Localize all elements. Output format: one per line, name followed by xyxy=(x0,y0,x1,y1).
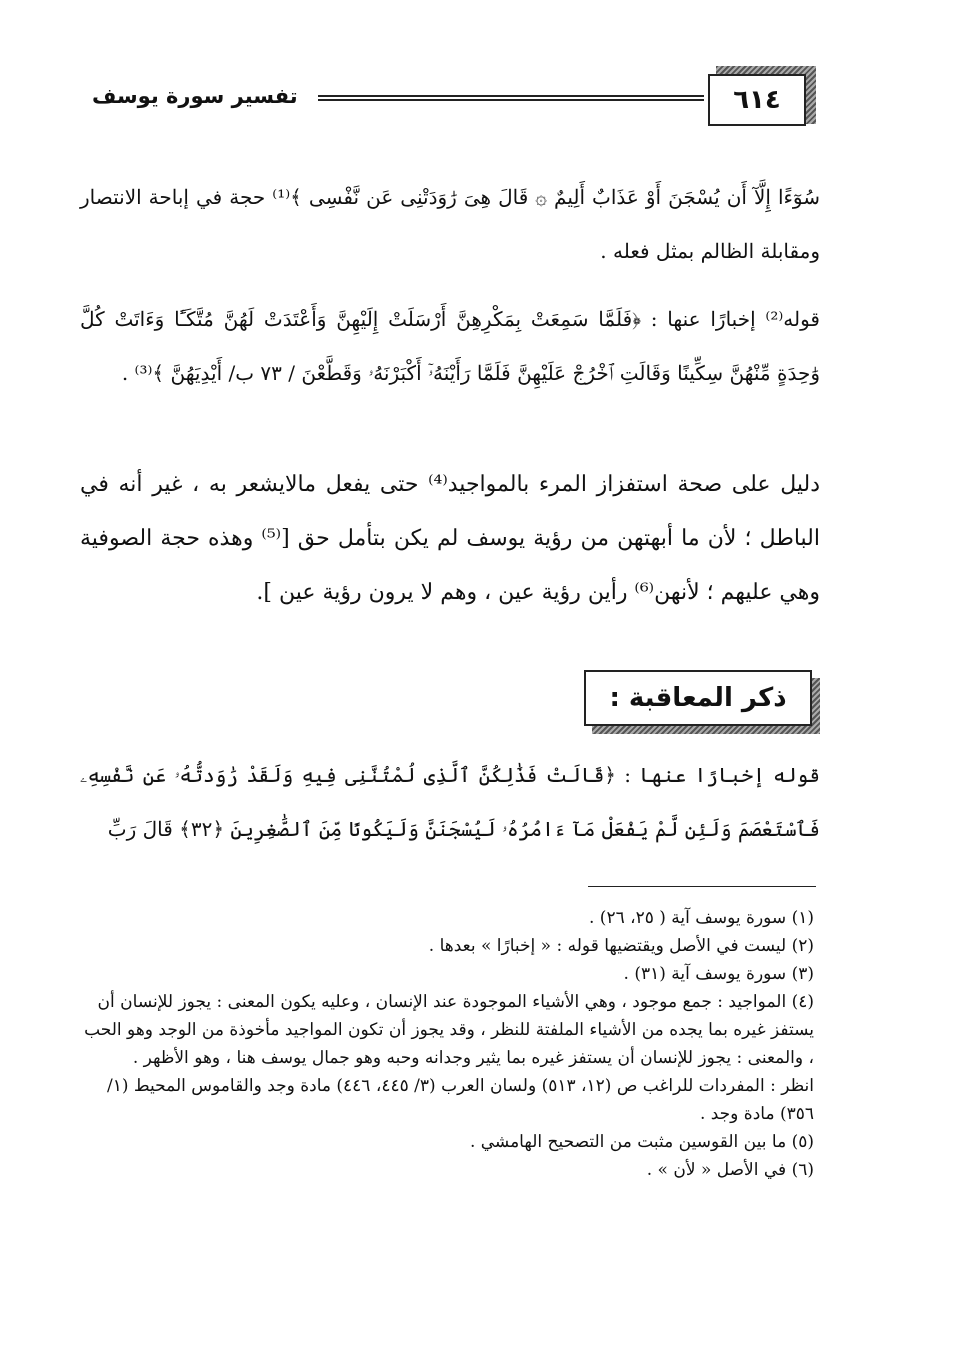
section-heading: ذكر المعاقبة : xyxy=(584,670,812,726)
footnote-4: (٤) المواجيد : جمع موجود ، وهي الأشياء الموجودة عند الإنسان ، وعليه يكون المعنى : يجوز للإنسان أن يستفز غيره بما يجده من الأشياء الملفتة للنظر ، وقد يجوز أن تكون المواجيد مأخوذة من الوجد وهو الحب ، والمعنى : يجوز للإنسان أن يستفز غيره بما يثير وجدانه وحبه وهو جمال يوسف هنا ، وهو الأظهر . xyxy=(84,992,814,1068)
paragraph-4: قوله إخبارًا عنها : ﴿قَالَتْ فَذَٰلِكُنَّ ٱلَّذِى لُمْتُنَّنِى فِيهِ وَلَقَدْ رَٰوَدتُّهُۥ عَن نَّفْسِهِۦ فَٱسْتَعْصَمَ وَلَئِن لَّمْ يَفْعَلْ مَآ ءَامُرُهُۥ لَيُسْجَنَنَّ وَلَيَكُونًا مِّنَ ٱلصَّٰغِرِينَ ﴿٣٢﴾ قَالَ رَبِّ xyxy=(80,763,820,841)
paragraph-2: قوله⁽²⁾ إخبارًا عنها : ﴿فَلَمَّا سَمِعَتْ بِمَكْرِهِنَّ أَرْسَلَتْ إِلَيْهِنَّ وَأَعْتَدَتْ لَهُنَّ مُتَّكَـًٔا وَءَاتَتْ كُلَّ وَٰحِدَةٍ مِّنْهُنَّ سِكِّينًا وَقَالَتِ ٱخْرُجْ عَلَيْهِنَّ فَلَمَّا رَأَيْنَهُۥٓ أَكْبَرْنَهُۥ وَقَطَّعْنَ / ٧٣ ب/ أَيْدِيَهُنَّ ﴾⁽³⁾ . xyxy=(80,307,820,385)
footnote-1: (١) سورة يوسف آية ( ٢٥، ٢٦) . xyxy=(588,908,814,928)
footnotes xyxy=(78,904,814,1184)
footnote-4-references: انظر : المفردات للراغب ص (١٢، ٥١٣) ولسان العرب (٣/ ٤٤٥، ٤٤٦) مادة وجد والقاموس المحيط (١/ ٣٥٦) مادة وجد . xyxy=(106,1076,814,1124)
footnote-5: (٥) ما بين القوسين مثبت من التصحيح الهامشي . xyxy=(469,1132,814,1152)
running-header-title: تفسير سورة يوسف xyxy=(92,84,298,108)
page-number: ٦١٤ xyxy=(708,74,806,126)
footnote-2: (٢) ليست في الأصل ويقتضيها قوله : « إخبارًا » بعدها . xyxy=(428,936,814,956)
footnote-3: (٣) سورة يوسف آية (٣١) . xyxy=(623,964,814,984)
footnote-separator xyxy=(588,886,816,887)
footnote-6: (٦) في الأصل « لأن » . xyxy=(646,1160,814,1180)
header-rule xyxy=(318,95,704,105)
paragraph-3: دليل على صحة استفزاز المرء بالمواجيد⁽⁴⁾ حتى يفعل مالايشعر به ، غير أنه في الباطل ؛ لأن ما أبهتهن من رؤية يوسف لم يكن بتأمل حق [⁽⁵⁾ وهذه حجة الصوفية وهي عليهم ؛ لأنهن⁽⁶⁾ رأين رؤية عين ، وهم لا يرون رؤية عين ]. xyxy=(80,472,821,605)
paragraph-1: سُوٓءًا إِلَّآ أَن يُسْجَنَ أَوْ عَذَابٌ أَلِيمٌ ۞ قَالَ هِىَ رَٰوَدَتْنِى عَن نَّفْسِى ﴾⁽¹⁾ حجة في إباحة الانتصار ومقابلة الظالم بمثل فعله . xyxy=(80,185,821,263)
